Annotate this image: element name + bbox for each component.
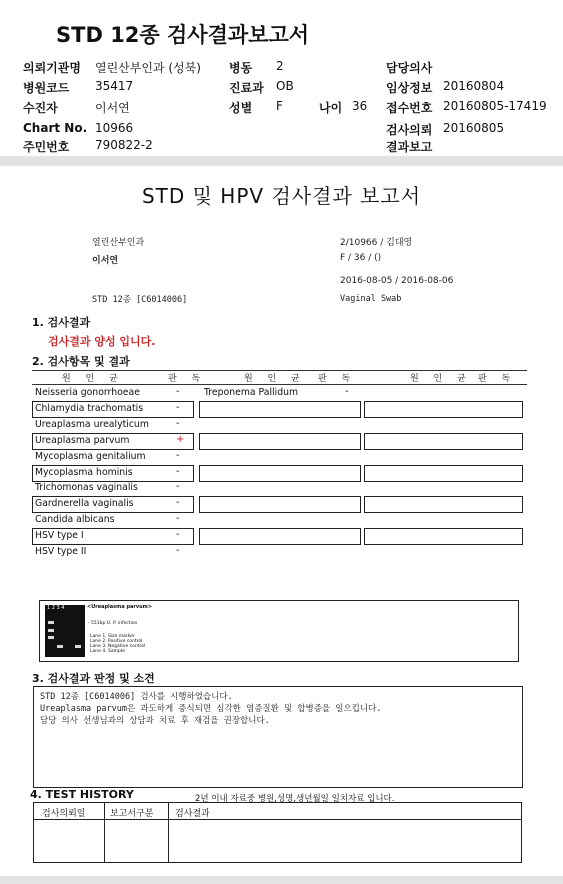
request-label: 검사의뢰 <box>386 123 433 137</box>
report-label: 결과보고 <box>386 140 433 154</box>
gel-band <box>57 645 63 648</box>
organism-name: HSV type II <box>35 546 87 557</box>
gel-legend-3: Lane 3. Negative control <box>90 644 146 649</box>
organism-result: - <box>176 386 180 397</box>
empty-result-cell <box>199 496 361 513</box>
organism-result: - <box>176 466 180 477</box>
gel-band-label: - 551bp U. P. infection <box>88 621 138 626</box>
hospital-code-value: 35417 <box>95 79 134 93</box>
organism-result: - <box>176 529 180 540</box>
organism-result: - <box>176 481 180 492</box>
bottom-separator <box>0 876 563 884</box>
opinion-line-1: STD 12종 [C6014006] 검사를 시행하였습니다. <box>40 692 233 702</box>
organism-result: - <box>176 497 180 508</box>
page-separator <box>0 156 563 166</box>
history-note: 2년 이내 자료중 병원,성명,생년월일 일치자료 입니다. <box>195 794 395 804</box>
sex-value: F <box>276 99 283 113</box>
treponema-result: - <box>345 386 349 397</box>
patient-name: 이서연 <box>92 256 119 266</box>
col-judgment-3: 판 독 <box>478 374 517 384</box>
empty-result-cell <box>364 401 523 418</box>
section1-heading: 1. 검사결과 <box>32 316 91 329</box>
organism-result: + <box>176 434 185 445</box>
id-value: 790822-2 <box>95 138 153 152</box>
test-history-table <box>33 802 522 863</box>
organism-name: Chlamydia trachomatis <box>35 403 144 414</box>
organism-result: - <box>176 513 180 524</box>
gel-image <box>45 605 85 657</box>
col-organism-3: 원 인 균 <box>410 374 472 384</box>
organism-name: Gardnerella vaginalis <box>35 498 134 509</box>
organism-name: Trichomonas vaginalis <box>35 482 138 493</box>
gel-legend-4: Lane 4. Sample <box>90 649 125 654</box>
organism-name: Mycoplasma hominis <box>35 467 133 478</box>
treponema-name: Treponema Pallidum <box>204 387 299 398</box>
organism-name: HSV type I <box>35 530 84 541</box>
sex-age: F / 36 / () <box>340 253 382 263</box>
opinion-line-2: Ureaplasma parvum은 과도하게 증식되면 심각한 염증질환 및 합병증을 일으킵니다. <box>40 704 382 714</box>
opinion-box <box>33 686 523 788</box>
chart-label: Chart No. <box>23 121 88 135</box>
doctor-label: 담당의사 <box>386 61 433 75</box>
specimen: Vaginal Swab <box>340 294 402 304</box>
empty-result-cell <box>364 465 523 482</box>
gel-band <box>75 645 81 648</box>
test-code: STD 12종 [C6014006] <box>92 295 188 305</box>
patient-label: 수진자 <box>23 101 58 115</box>
empty-result-cell <box>199 528 361 545</box>
gel-band <box>48 636 54 639</box>
history-col-date: 검사의뢰일 <box>42 809 86 819</box>
col-judgment-1: 판 독 <box>168 374 207 384</box>
empty-result-cell <box>199 401 361 418</box>
receipt-label: 접수번호 <box>386 101 433 115</box>
results-table-header <box>32 370 527 385</box>
history-col-type: 보고서구분 <box>110 809 154 819</box>
organism-name: Candida albicans <box>35 514 115 525</box>
request-value: 20160805 <box>443 121 505 135</box>
organism-name: Neisseria gonorrhoeae <box>35 387 140 398</box>
section2-heading: 2. 검사항목 및 결과 <box>32 355 130 368</box>
receipt-value: 20160805-17419 <box>443 99 547 113</box>
dept-label: 진료과 <box>229 81 264 95</box>
empty-result-cell <box>199 465 361 482</box>
age-value: 36 <box>352 99 368 113</box>
ward-value: 2 <box>276 59 284 73</box>
col-judgment-2: 판 독 <box>318 374 357 384</box>
gel-legend-2: Lane 2. Positive control <box>90 639 143 644</box>
col-organism-2: 원 인 균 <box>244 374 306 384</box>
ward-label: 병동 <box>229 61 253 75</box>
organism-name: Ureaplasma urealyticum <box>35 419 149 430</box>
id-label: 주민번호 <box>23 140 70 154</box>
empty-result-cell <box>199 433 361 450</box>
clinical-label: 임상정보 <box>386 81 433 95</box>
result-summary: 검사결과 양성 입니다. <box>48 335 156 348</box>
gel-band <box>48 629 54 632</box>
organism-result: - <box>176 402 180 413</box>
hospital-code-label: 병원코드 <box>23 81 70 95</box>
gel-electrophoresis-panel <box>39 600 519 662</box>
organism-name: Ureaplasma parvum <box>35 435 130 446</box>
organism-result: - <box>176 418 180 429</box>
gel-title: <Ureaplasma parvum> <box>87 604 153 610</box>
clinical-value: 20160804 <box>443 79 505 93</box>
report-title: STD 및 HPV 검사결과 보고서 <box>141 184 422 208</box>
patient-value: 이서연 <box>95 101 130 115</box>
dept-value: OB <box>276 79 294 93</box>
institution-value: 열린산부인과 (성북) <box>95 61 201 75</box>
empty-result-cell <box>364 496 523 513</box>
history-col-divider <box>168 803 169 862</box>
sex-label: 성별 <box>229 101 253 115</box>
gel-band <box>48 621 54 624</box>
empty-result-cell <box>364 433 523 450</box>
section4-heading: 4. TEST HISTORY <box>30 788 134 801</box>
section3-heading: 3. 검사결과 판정 및 소견 <box>32 672 155 685</box>
history-col-result: 검사결과 <box>175 809 210 819</box>
gel-legend-1: Lane 1. Size marker <box>90 634 135 639</box>
summary-header <box>0 0 563 156</box>
organism-result: - <box>176 450 180 461</box>
age-label: 나이 <box>319 101 343 115</box>
opinion-line-3: 담당 의사 선생님과의 상담과 치료 후 재검을 권장합니다. <box>40 716 270 726</box>
clinic-name: 열린산부인과 <box>92 238 145 248</box>
col-organism-1: 원 인 균 <box>62 374 124 384</box>
institution-label: 의뢰기관명 <box>23 61 81 75</box>
organism-result: - <box>176 545 180 556</box>
report-dates: 2016-08-05 / 2016-08-06 <box>340 276 454 286</box>
empty-result-cell <box>364 528 523 545</box>
chart-value: 10966 <box>95 121 134 135</box>
organism-name: Mycoplasma genitalium <box>35 451 146 462</box>
gel-lane-numbers: 1 2 3 4 <box>47 605 65 611</box>
chart-doctor: 2/10966 / 김대영 <box>340 238 413 248</box>
page-title: STD 12종 검사결과보고서 <box>56 23 310 47</box>
history-header-row <box>34 803 521 820</box>
history-col-divider <box>104 803 105 862</box>
